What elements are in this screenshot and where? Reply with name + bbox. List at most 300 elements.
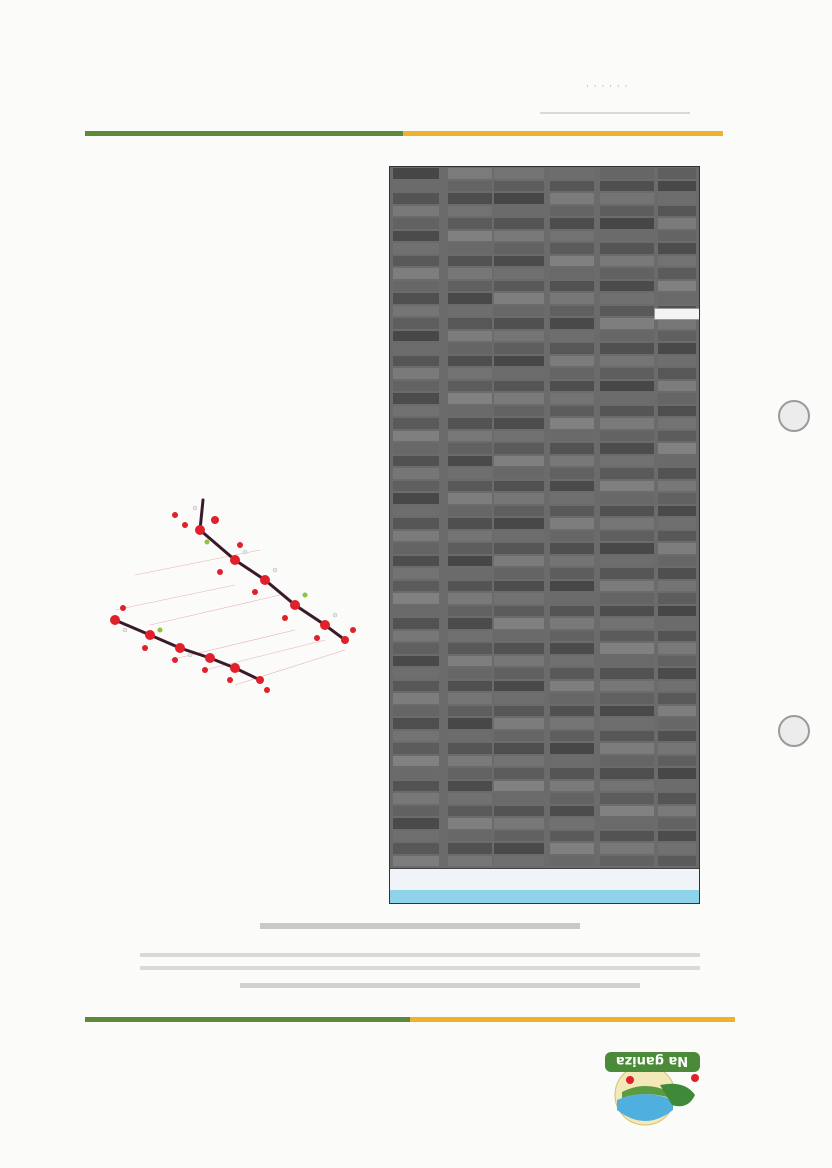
table-cell xyxy=(658,493,696,504)
table-row xyxy=(390,267,699,280)
table-cell xyxy=(494,768,544,779)
table-cell xyxy=(600,856,654,867)
table-cell xyxy=(658,481,696,492)
table-cell xyxy=(448,468,492,479)
table-cell xyxy=(600,368,654,379)
table-cell xyxy=(600,381,654,392)
table-row xyxy=(390,567,699,580)
table-cell xyxy=(658,756,696,767)
table-cell xyxy=(494,693,544,704)
table-cell xyxy=(448,643,492,654)
table-row xyxy=(390,417,699,430)
table-cell xyxy=(494,631,544,642)
table-cell xyxy=(600,518,654,529)
table-cell xyxy=(494,593,544,604)
table-cell xyxy=(550,518,594,529)
table-cell xyxy=(550,681,594,692)
table-highlight-cell xyxy=(654,308,700,320)
table-row xyxy=(390,655,699,668)
table-cell xyxy=(600,743,654,754)
table-cell xyxy=(393,431,439,442)
table-cell xyxy=(494,218,544,229)
table-cell xyxy=(600,531,654,542)
table-row xyxy=(390,505,699,518)
table-cell xyxy=(494,718,544,729)
table-cell xyxy=(550,793,594,804)
table-cell xyxy=(393,731,439,742)
table-cell xyxy=(600,793,654,804)
table-cell xyxy=(658,806,696,817)
table-cell xyxy=(658,381,696,392)
table-cell xyxy=(393,343,439,354)
table-cell xyxy=(448,356,492,367)
table-row xyxy=(390,355,699,368)
table-cell xyxy=(448,756,492,767)
table-cell xyxy=(658,818,696,829)
table-cell xyxy=(550,743,594,754)
table-cell xyxy=(393,306,439,317)
table-cell xyxy=(494,581,544,592)
table-cell xyxy=(658,643,696,654)
table-cell xyxy=(658,443,696,454)
table-cell xyxy=(393,643,439,654)
table-cell xyxy=(600,668,654,679)
table-cell xyxy=(393,581,439,592)
table-cell xyxy=(600,331,654,342)
table-row xyxy=(390,842,699,855)
table-cell xyxy=(550,406,594,417)
table-cell xyxy=(393,618,439,629)
table-cell xyxy=(550,418,594,429)
table-cell xyxy=(550,731,594,742)
table-cell xyxy=(448,768,492,779)
table-cell xyxy=(550,606,594,617)
table-cell xyxy=(600,468,654,479)
table-cell xyxy=(600,456,654,467)
table-cell xyxy=(448,181,492,192)
table-row xyxy=(390,467,699,480)
table-cell xyxy=(448,668,492,679)
table-cell xyxy=(393,368,439,379)
table-cell xyxy=(448,731,492,742)
table-cell xyxy=(393,381,439,392)
table-cell xyxy=(600,656,654,667)
table-cell xyxy=(550,443,594,454)
table-cell xyxy=(448,318,492,329)
table-cell xyxy=(600,543,654,554)
header-faint-text: · · · · · · xyxy=(586,82,629,92)
table-cell xyxy=(393,768,439,779)
table-cell xyxy=(658,206,696,217)
table-cell xyxy=(393,656,439,667)
table-cell xyxy=(600,568,654,579)
table-cell xyxy=(494,506,544,517)
table-cell xyxy=(494,193,544,204)
table-cell xyxy=(658,368,696,379)
table-cell xyxy=(550,693,594,704)
bottom-rule-orange xyxy=(410,1017,735,1022)
table-cell xyxy=(448,281,492,292)
table-cell xyxy=(658,356,696,367)
table-cell xyxy=(494,168,544,179)
table-cell xyxy=(494,368,544,379)
table-cell xyxy=(550,831,594,842)
table-cell xyxy=(448,306,492,317)
table-cell xyxy=(393,668,439,679)
table-cell xyxy=(550,756,594,767)
table-cell xyxy=(550,268,594,279)
table-cell xyxy=(600,768,654,779)
table-cell xyxy=(393,193,439,204)
table-cell xyxy=(494,531,544,542)
table-cell xyxy=(448,418,492,429)
table-cell xyxy=(658,568,696,579)
table-cell xyxy=(600,306,654,317)
table-cell xyxy=(550,806,594,817)
table-cell xyxy=(600,618,654,629)
table-cell xyxy=(658,243,696,254)
table-cell xyxy=(600,506,654,517)
table-row xyxy=(390,680,699,693)
table-cell xyxy=(658,256,696,267)
table-cell xyxy=(494,318,544,329)
table-cell xyxy=(448,268,492,279)
table-row xyxy=(390,692,699,705)
bottom-rule-green xyxy=(85,1017,410,1022)
table-cell xyxy=(448,243,492,254)
table-cell xyxy=(448,393,492,404)
table-cell xyxy=(550,431,594,442)
table-cell xyxy=(393,443,439,454)
table-cell xyxy=(494,206,544,217)
logo-text: Na ganiza xyxy=(615,1053,689,1068)
table-cell xyxy=(550,656,594,667)
table-footer-band xyxy=(390,890,699,903)
table-cell xyxy=(393,806,439,817)
table-cell xyxy=(448,206,492,217)
table-cell xyxy=(658,268,696,279)
table-cell xyxy=(448,493,492,504)
table-cell xyxy=(600,693,654,704)
table-cell xyxy=(448,581,492,592)
table-cell xyxy=(448,381,492,392)
table-cell xyxy=(494,681,544,692)
table-cell xyxy=(448,593,492,604)
table-cell xyxy=(600,806,654,817)
table-row xyxy=(390,280,699,293)
table-cell xyxy=(494,781,544,792)
table-row xyxy=(390,642,699,655)
table-body xyxy=(390,167,699,867)
table-cell xyxy=(658,831,696,842)
table-row xyxy=(390,780,699,793)
table-cell xyxy=(550,668,594,679)
table-cell xyxy=(600,393,654,404)
table-row xyxy=(390,705,699,718)
table-cell xyxy=(658,606,696,617)
table-cell xyxy=(550,506,594,517)
table-cell xyxy=(550,193,594,204)
table-cell xyxy=(393,631,439,642)
table-cell xyxy=(658,406,696,417)
table-cell xyxy=(448,481,492,492)
table-cell xyxy=(494,831,544,842)
table-cell xyxy=(600,281,654,292)
table-cell xyxy=(393,693,439,704)
table-cell xyxy=(550,593,594,604)
table-row xyxy=(390,755,699,768)
table-row xyxy=(390,217,699,230)
table-cell xyxy=(393,856,439,867)
table-cell xyxy=(448,293,492,304)
table-row xyxy=(390,767,699,780)
table-row xyxy=(390,592,699,605)
table-cell xyxy=(393,568,439,579)
table-row xyxy=(390,405,699,418)
table-cell xyxy=(658,781,696,792)
figure-caption xyxy=(260,923,580,929)
table-cell xyxy=(448,693,492,704)
table-cell xyxy=(494,556,544,567)
table-cell xyxy=(550,493,594,504)
table-header-cell xyxy=(602,871,652,879)
table-row xyxy=(390,630,699,643)
table-row xyxy=(390,455,699,468)
table-row xyxy=(390,230,699,243)
table-cell xyxy=(550,643,594,654)
table-cell xyxy=(494,481,544,492)
table-cell xyxy=(494,843,544,854)
logo-emblem xyxy=(600,1040,710,1130)
table-cell xyxy=(393,543,439,554)
table-cell xyxy=(550,543,594,554)
binder-hole xyxy=(778,715,810,747)
table-cell xyxy=(600,431,654,442)
table-cell xyxy=(600,406,654,417)
table-row xyxy=(390,667,699,680)
table-cell xyxy=(448,256,492,267)
table-cell xyxy=(494,543,544,554)
table-cell xyxy=(494,443,544,454)
table-cell xyxy=(550,531,594,542)
table-cell xyxy=(448,743,492,754)
table-cell xyxy=(494,406,544,417)
data-table xyxy=(389,166,700,904)
table-row xyxy=(390,292,699,305)
table-cell xyxy=(448,656,492,667)
table-cell xyxy=(600,581,654,592)
table-cell xyxy=(550,368,594,379)
table-header-cell xyxy=(660,871,694,879)
table-cell xyxy=(448,518,492,529)
table-row xyxy=(390,305,699,318)
table-cell xyxy=(393,181,439,192)
table-cell xyxy=(550,181,594,192)
table-cell xyxy=(393,243,439,254)
table-cell xyxy=(494,643,544,654)
table-cell xyxy=(494,256,544,267)
table-cell xyxy=(448,568,492,579)
table-cell xyxy=(393,818,439,829)
table-cell xyxy=(550,556,594,567)
table-cell xyxy=(600,831,654,842)
table-cell xyxy=(600,206,654,217)
table-cell xyxy=(448,831,492,842)
table-cell xyxy=(494,356,544,367)
table-header-cell xyxy=(552,871,592,879)
table-cell xyxy=(393,231,439,242)
table-cell xyxy=(600,356,654,367)
table-cell xyxy=(658,468,696,479)
table-row xyxy=(390,730,699,743)
table-cell xyxy=(393,706,439,717)
table-cell xyxy=(393,168,439,179)
table-row xyxy=(390,792,699,805)
table-cell xyxy=(550,343,594,354)
table-row xyxy=(390,530,699,543)
table-cell xyxy=(658,656,696,667)
table-cell xyxy=(658,231,696,242)
table-row xyxy=(390,580,699,593)
table-cell xyxy=(494,281,544,292)
table-cell xyxy=(658,843,696,854)
table-cell xyxy=(600,843,654,854)
table-row xyxy=(390,517,699,530)
table-row xyxy=(390,855,699,868)
table-cell xyxy=(448,406,492,417)
table-cell xyxy=(600,681,654,692)
table-cell xyxy=(658,281,696,292)
table-cell xyxy=(658,393,696,404)
table-cell xyxy=(393,468,439,479)
table-cell xyxy=(658,543,696,554)
table-row xyxy=(390,192,699,205)
table-cell xyxy=(550,243,594,254)
table-cell xyxy=(600,556,654,567)
table-cell xyxy=(393,456,439,467)
table-cell xyxy=(658,581,696,592)
table-cell xyxy=(448,193,492,204)
table-cell xyxy=(600,781,654,792)
table-cell xyxy=(393,218,439,229)
table-cell xyxy=(494,731,544,742)
table-cell xyxy=(393,843,439,854)
table-cell xyxy=(448,681,492,692)
table-cell xyxy=(448,531,492,542)
header-faint-line xyxy=(540,112,690,114)
table-cell xyxy=(658,218,696,229)
table-cell xyxy=(658,693,696,704)
table-cell xyxy=(448,706,492,717)
table-cell xyxy=(550,393,594,404)
table-cell xyxy=(658,181,696,192)
table-cell xyxy=(393,506,439,517)
table-cell xyxy=(448,843,492,854)
table-cell xyxy=(600,481,654,492)
table-cell xyxy=(658,593,696,604)
table-cell xyxy=(550,818,594,829)
table-cell xyxy=(494,306,544,317)
table-cell xyxy=(393,518,439,529)
table-cell xyxy=(448,231,492,242)
table-cell xyxy=(550,256,594,267)
table-row xyxy=(390,317,699,330)
table-row xyxy=(390,555,699,568)
table-cell xyxy=(393,793,439,804)
table-cell xyxy=(600,256,654,267)
table-cell xyxy=(494,468,544,479)
table-cell xyxy=(448,781,492,792)
table-cell xyxy=(393,418,439,429)
table-cell xyxy=(550,718,594,729)
table-cell xyxy=(494,343,544,354)
table-cell xyxy=(600,631,654,642)
table-cell xyxy=(393,743,439,754)
table-cell xyxy=(550,318,594,329)
table-cell xyxy=(658,168,696,179)
paragraph-line xyxy=(140,953,700,957)
table-cell xyxy=(448,618,492,629)
table-cell xyxy=(448,168,492,179)
table-cell xyxy=(550,468,594,479)
table-row xyxy=(390,617,699,630)
table-cell xyxy=(658,793,696,804)
table-cell xyxy=(494,806,544,817)
table-cell xyxy=(494,331,544,342)
top-rule-green xyxy=(85,131,403,136)
table-cell xyxy=(494,493,544,504)
table-cell xyxy=(658,681,696,692)
table-cell xyxy=(658,456,696,467)
table-cell xyxy=(550,306,594,317)
table-cell xyxy=(550,856,594,867)
table-cell xyxy=(494,856,544,867)
table-cell xyxy=(494,456,544,467)
table-cell xyxy=(658,556,696,567)
paragraph-line xyxy=(140,966,700,970)
table-cell xyxy=(494,518,544,529)
table-cell xyxy=(393,293,439,304)
table-cell xyxy=(658,731,696,742)
table-row xyxy=(390,392,699,405)
table-cell xyxy=(600,756,654,767)
table-cell xyxy=(600,593,654,604)
table-cell xyxy=(448,606,492,617)
table-cell xyxy=(393,256,439,267)
binder-hole xyxy=(778,400,810,432)
table-cell xyxy=(658,631,696,642)
table-cell xyxy=(658,743,696,754)
table-cell xyxy=(393,318,439,329)
table-cell xyxy=(550,706,594,717)
table-cell xyxy=(600,181,654,192)
table-cell xyxy=(494,743,544,754)
table-cell xyxy=(494,268,544,279)
table-cell xyxy=(448,218,492,229)
table-cell xyxy=(393,206,439,217)
table-cell xyxy=(393,481,439,492)
table-cell xyxy=(550,843,594,854)
table-cell xyxy=(393,331,439,342)
table-cell xyxy=(550,568,594,579)
table-cell xyxy=(494,418,544,429)
table-cell xyxy=(494,618,544,629)
table-cell xyxy=(494,706,544,717)
table-cell xyxy=(494,668,544,679)
table-cell xyxy=(494,431,544,442)
table-cell xyxy=(550,456,594,467)
table-cell xyxy=(550,618,594,629)
